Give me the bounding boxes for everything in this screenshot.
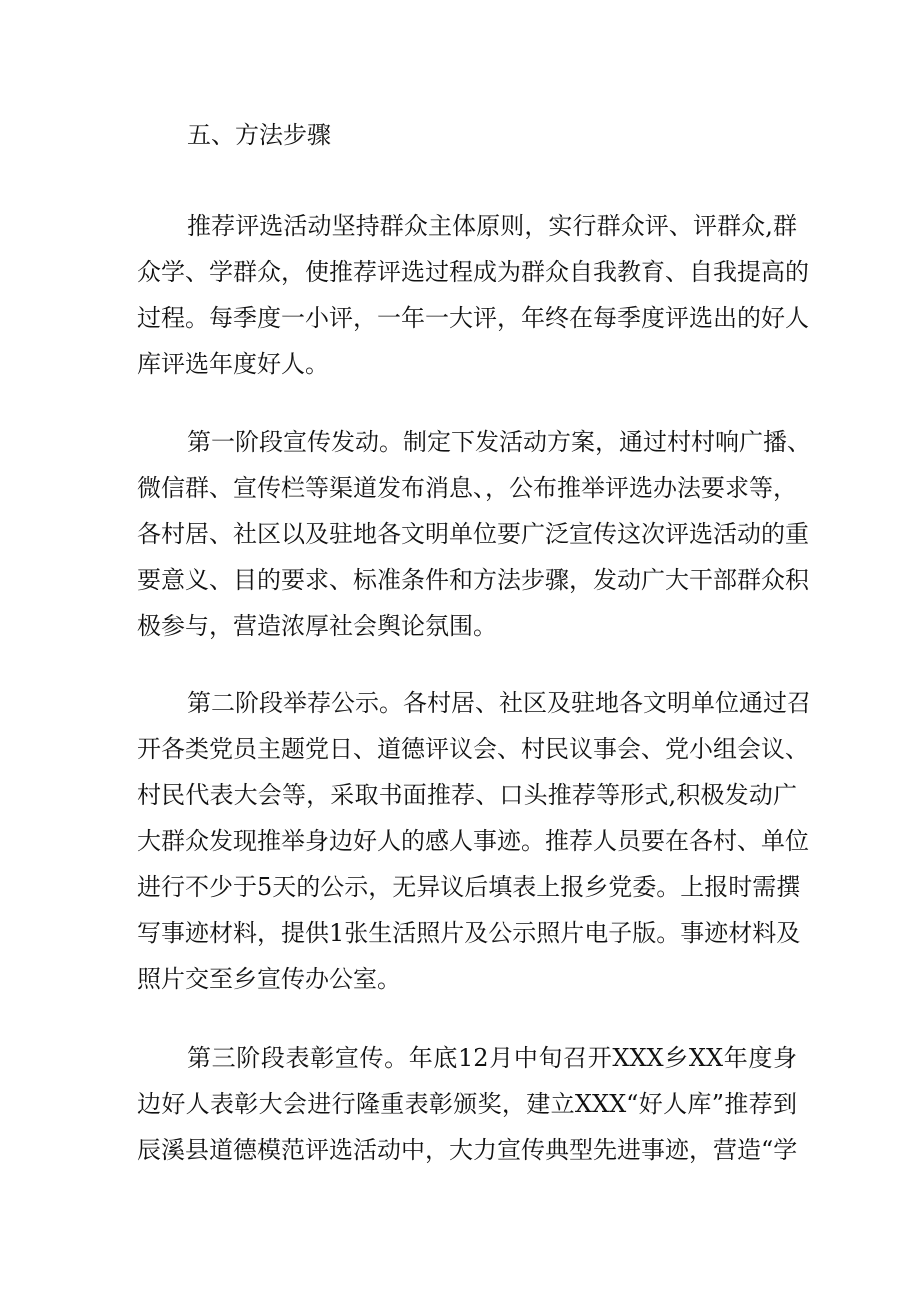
paragraph-line: 大群众发现推举身边好人的感人事迹。推荐人员要在各村、单位 [137, 827, 809, 855]
paragraph-line: 边好人表彰大会进行隆重表彰颁奖，建立XXX“好人库”推荐到 [137, 1090, 797, 1118]
paragraph-line: 库评选年度好人。 [137, 350, 329, 378]
paragraph-line: 微信群、宣传栏等渠道发布消息、，公布推举评选办法要求等， [137, 474, 797, 502]
paragraph-line: 要意义、目的要求、标准条件和方法步骤，发动广大干部群众积 [137, 566, 809, 594]
paragraph-line: 写事迹材料，提供1张生活照片及公示照片电子版。事迹材料及 [137, 919, 801, 947]
paragraph-stage-two [137, 680, 811, 1002]
paragraph-line: 各村居、社区以及驻地各文明单位要广泛宣传这次评选活动的重 [137, 520, 809, 548]
paragraph-line: 辰溪县道德模范评选活动中，大力宣传典型先进事迹，营造“学 [137, 1136, 798, 1164]
section-heading: 五、方法步骤 [187, 121, 331, 149]
paragraph-stage-three [137, 1035, 797, 1173]
paragraph-line: 开各类党员主题党日、道德评议会、村民议事会、党小组会议、 [137, 735, 809, 763]
paragraph-line: 照片交至乡宣传办公室。 [137, 965, 401, 993]
paragraph-line: 第三阶段表彰宣传。年底12月中旬召开XXX乡XX年度身 [187, 1044, 797, 1072]
paragraph-principle [137, 203, 809, 387]
paragraph-line: 过程。每季度一小评，一年一大评，年终在每季度评选出的好人 [137, 304, 809, 332]
paragraph-line: 第一阶段宣传发动。制定下发活动方案，通过村村响广播、 [187, 428, 811, 456]
paragraph-line: 村民代表大会等，采取书面推荐、口头推荐等形式,积极发动广 [137, 781, 797, 809]
paragraph-line: 极参与，营造浓厚社会舆论氛围。 [137, 612, 497, 640]
paragraph-line: 第二阶段举荐公示。各村居、社区及驻地各文明单位通过召 [187, 689, 811, 717]
paragraph-stage-one [137, 419, 811, 649]
paragraph-line: 推荐评选活动坚持群众主体原则，实行群众评、评群众,群 [187, 212, 797, 240]
paragraph-line: 进行不少于5天的公示，无异议后填表上报乡党委。上报时需撰 [137, 873, 801, 901]
paragraph-line: 众学、学群众，使推荐评选过程成为群众自我教育、自我提高的 [137, 258, 809, 286]
